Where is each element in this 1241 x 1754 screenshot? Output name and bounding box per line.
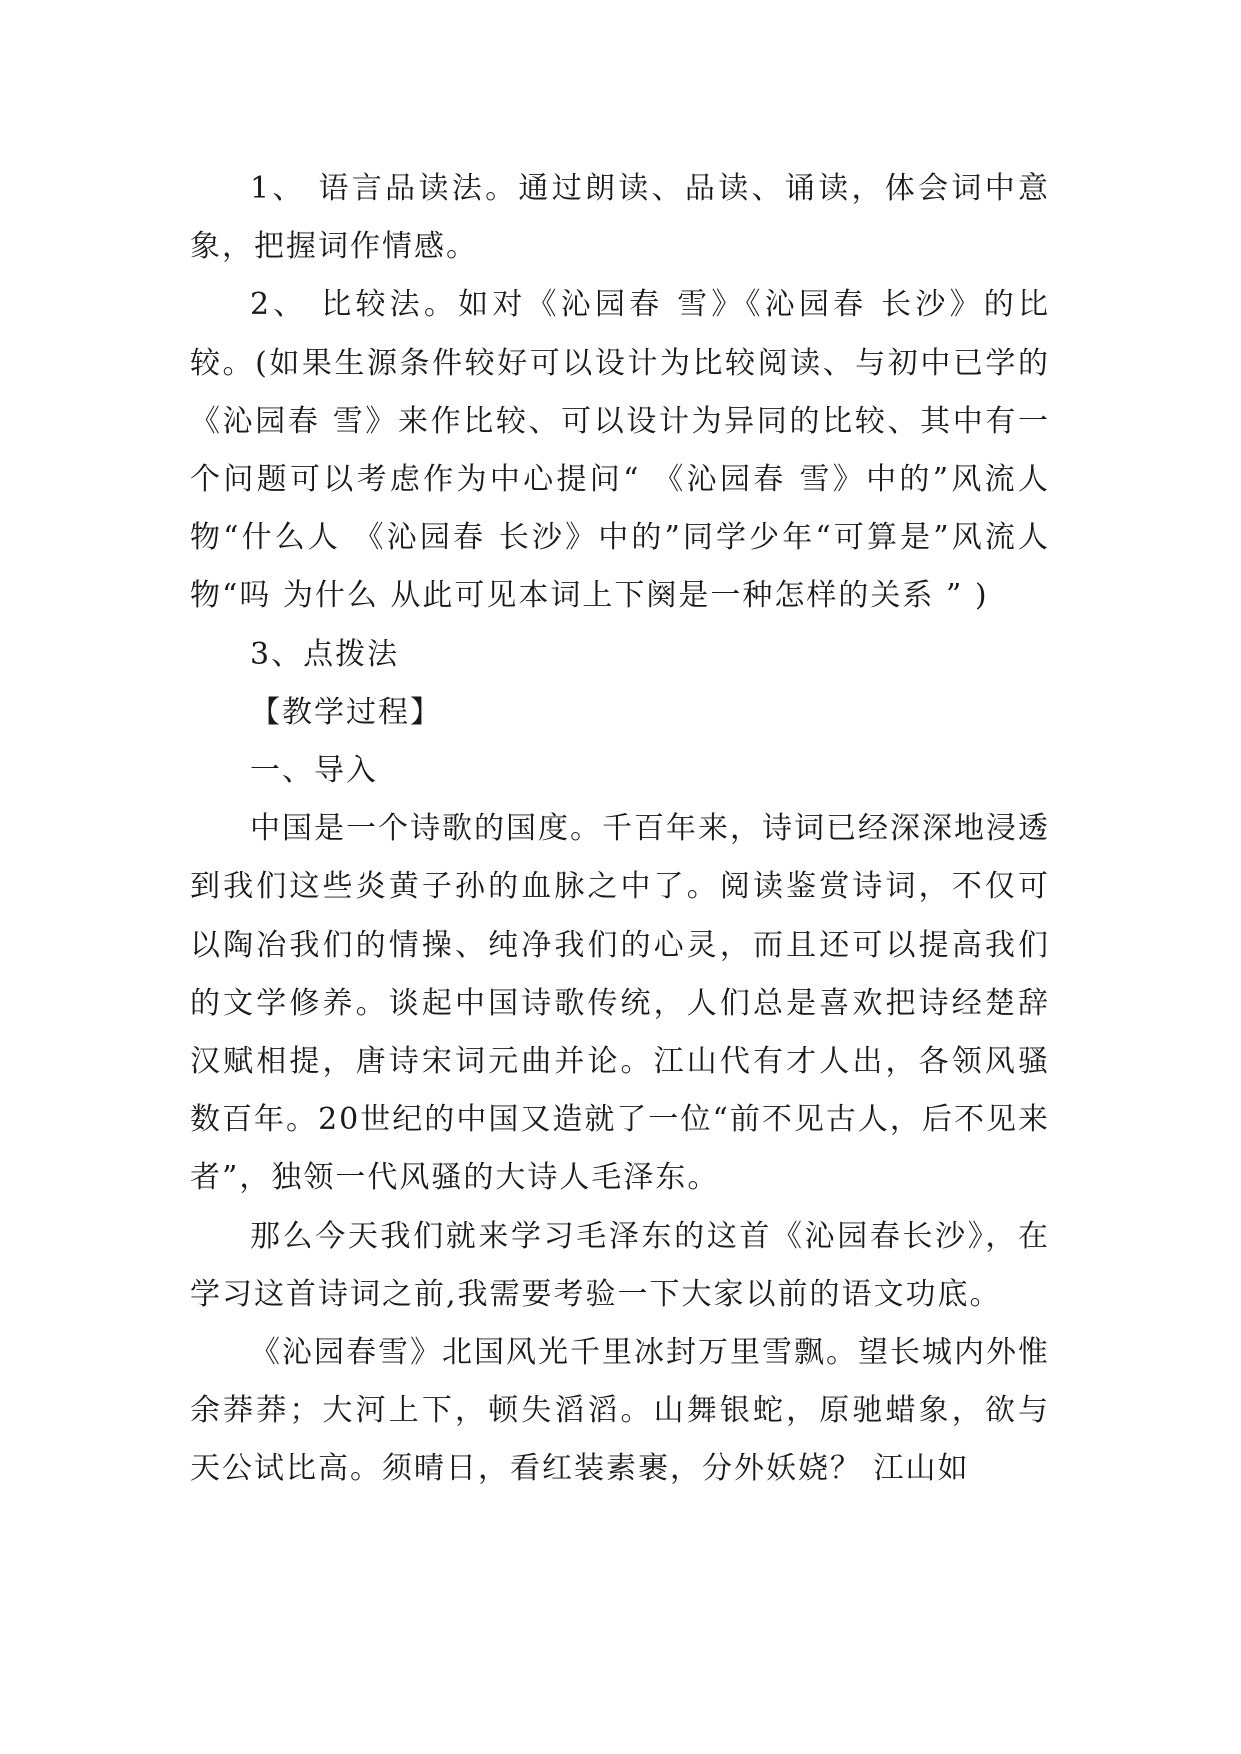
section-heading-teaching-process: 【教学过程】 bbox=[250, 694, 442, 730]
paragraph-today-lesson: 那么今天我们就来学习毛泽东的这首《沁园春长沙》，在学习这首诗词之前,我需要考验一下大家以前的语文功底。 bbox=[190, 1218, 1050, 1312]
paragraph-intro-poetry: 中国是一个诗歌的国度。千百年来，诗词已经深深地浸透到我们这些炎黄子孙的血脉之中了。阅读鉴赏诗词，不仅可以陶冶我们的情操、纯净我们的心灵，而且还可以提高我们的文学修养。谈起中国诗歌传统，人们总是喜欢把诗经楚辞汉赋相提，唐诗宋词元曲并论。江山代有才人出，各领风骚数百年。20世纪的中国又造就了一位“前不见古人，后不见来者”，独领一代风骚的大诗人毛泽东。 bbox=[190, 811, 1050, 1196]
paragraph-method-1: 1、 语言品读法。通过朗读、品读、诵读，体会词中意象，把握词作情感。 bbox=[190, 171, 1050, 265]
document-body bbox=[190, 160, 1050, 1499]
paragraph-method-2: 2、 比较法。如对《沁园春 雪》《沁园春 长沙》的比较。(如果生源条件较好可以设计为比较阅读、与初中已学的《沁园春 雪》来作比较、可以设计为异同的比较、其中有一个问题可以考虑作为中心提问“ 《沁园春 雪》中的”风流人物“什么人 《沁园春 长沙》中的”同学少年“可算是”风流人物“吗 为什么 从此可见本词上下阕是一种怎样的关系 ” ) bbox=[190, 287, 1050, 614]
subheading-introduction: 一、导入 bbox=[250, 753, 378, 789]
paragraph-poem-snow: 《沁园春雪》北国风光千里冰封万里雪飘。望长城内外惟余莽莽；大河上下，顿失滔滔。山舞银蛇，原驰蜡象，欲与天公试比高。须晴日，看红装素裹，分外妖娆？ 江山如 bbox=[190, 1335, 1050, 1487]
paragraph-method-3: 3、点拨法 bbox=[250, 636, 400, 672]
